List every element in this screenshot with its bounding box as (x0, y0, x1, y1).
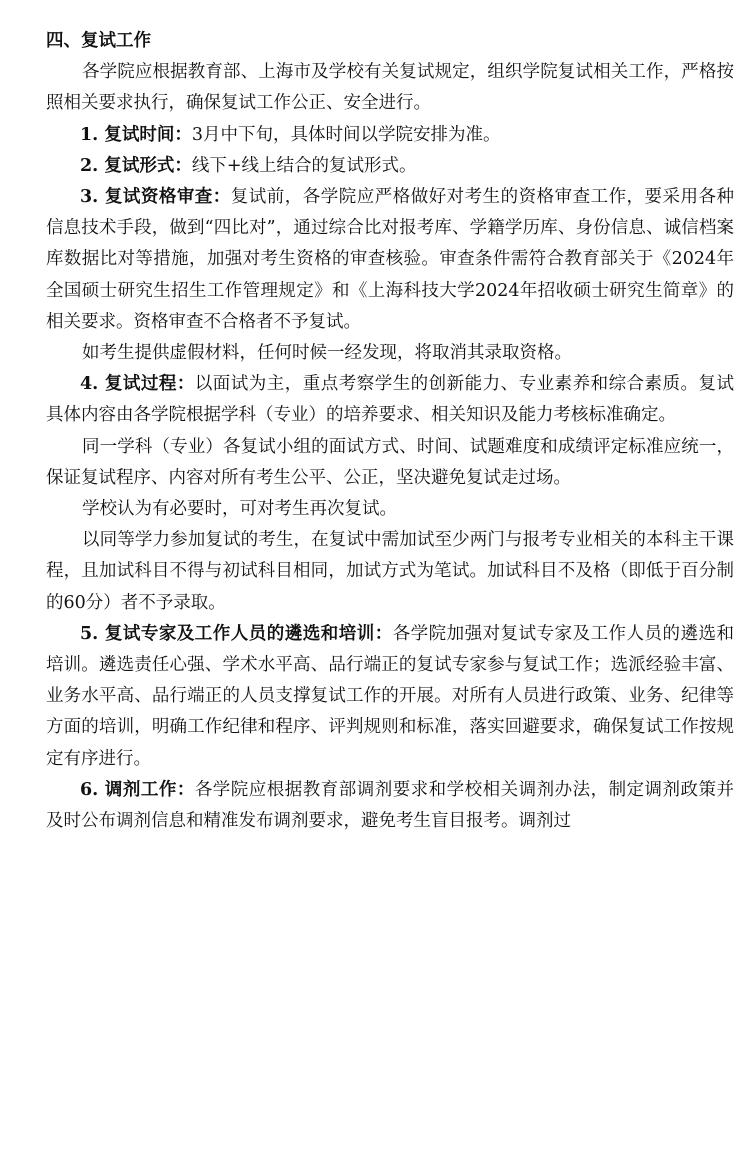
item-label: 调剂工作： (104, 779, 195, 800)
item-4-followup-3: 以同等学力参加复试的考生，在复试中需加试至少两门与报考专业相关的本科主干课程，且加试科目不得与初试科目相同，加试方式为笔试。加试科目不及格（即低于百分制的60分）者不予录取。 (46, 530, 734, 613)
document-page (46, 26, 734, 837)
item-label: 复试资格审查： (104, 187, 231, 208)
item-6 (46, 775, 734, 837)
item-number: 3. (80, 187, 105, 208)
item-number: 5. (80, 623, 105, 644)
item-3 (46, 182, 734, 338)
item-text: 3月中下旬，具体时间以学院安排为准。 (191, 124, 501, 145)
item-text: 以面试为主，重点考察学生的创新能力、专业素养和综合素质。复试具体内容由各学院根据学科（专业）的培养要求、相关知识及能力考核标准确定。 (46, 374, 734, 426)
item-1 (46, 120, 734, 151)
section-heading: 四、复试工作 (46, 31, 151, 51)
item-5 (46, 619, 734, 775)
item-label: 复试过程： (104, 374, 195, 395)
item-text: 各学院应根据教育部调剂要求和学校相关调剂办法，制定调剂政策并及时公布调剂信息和精准发布调剂要求，避免考生盲目报考。调剂过 (46, 779, 734, 832)
section-intro: 各学院应根据教育部、上海市及学校有关复试规定，组织学院复试相关工作，严格按照相关要求执行，确保复试工作公正、安全进行。 (46, 62, 734, 114)
item-4-followup-2: 学校认为有必要时，可对考生再次复试。 (82, 499, 397, 520)
item-3-followup: 如考生提供虚假材料，任何时候一经发现，将取消其录取资格。 (82, 343, 572, 364)
item-text: 各学院加强对复试专家及工作人员的遴选和培训。遴选责任心强、学术水平高、品行端正的复试专家参与复试工作；选派经验丰富、业务水平高、品行端正的人员支撑复试工作的开展。对所有人员进行政策、业务、纪律等方面的培训，明确工作纪律和程序、评判规则和标准，落实回避要求，确保复试工作按规定有序进行。 (46, 623, 734, 769)
item-number: 6. (80, 779, 105, 800)
item-number: 1. (80, 124, 105, 145)
item-2 (46, 151, 734, 182)
item-label: 复试专家及工作人员的遴选和培训： (104, 623, 393, 644)
item-number: 2. (80, 155, 105, 176)
item-4-followup-1: 同一学科（专业）各复试小组的面试方式、时间、试题难度和成绩评定标准应统一，保证复试程序、内容对所有考生公平、公正，坚决避免复试走过场。 (46, 436, 734, 488)
item-4 (46, 369, 734, 431)
item-number: 4. (80, 374, 105, 395)
item-text: 线下+线上结合的复试形式。 (191, 155, 417, 176)
item-label: 复试时间： (104, 124, 192, 145)
item-label: 复试形式： (104, 155, 192, 176)
item-text: 复试前，各学院应严格做好对考生的资格审查工作，要采用各种信息技术手段，做到“四比对”，通过综合比对报考库、学籍学历库、身份信息、诚信档案库数据比对等措施，加强对考生资格的审查核验。审查条件需符合教育部关于《2024年全国硕士研究生招生工作管理规定》和《上海科技大学2024年招收硕士研究生简章》的相关要求。资格审查不合格者不予复试。 (46, 187, 735, 332)
